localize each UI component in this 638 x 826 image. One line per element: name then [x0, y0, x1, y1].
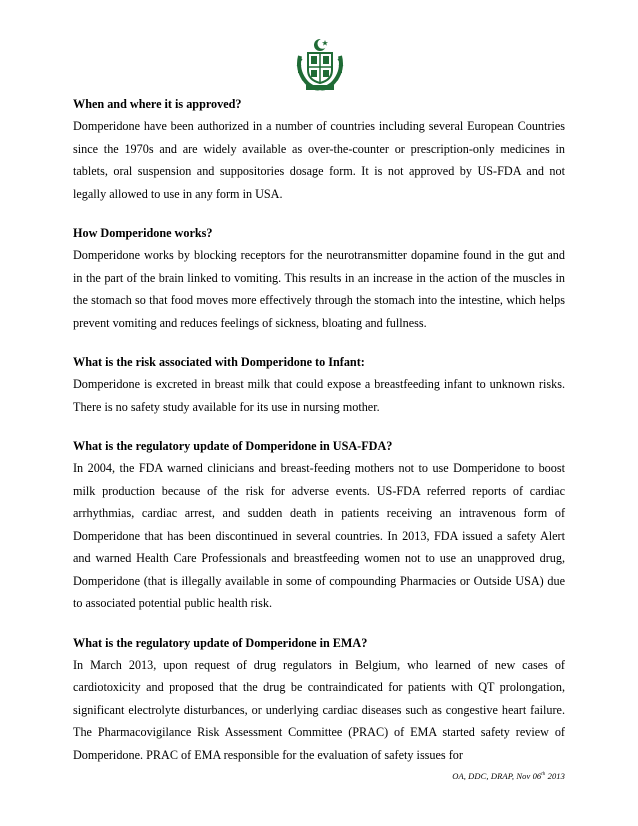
- page-footer: [452, 771, 565, 781]
- section-fda-update: [73, 435, 565, 615]
- section-paragraph: Domperidone is excreted in breast milk that could expose a breastfeeding infant to unknown risks. There is no safety study available for its use in nursing mother.: [73, 377, 565, 414]
- section-heading: What is the regulatory update of Domperidone in USA-FDA?: [73, 439, 393, 453]
- document-body: [73, 93, 565, 783]
- section-paragraph: Domperidone have been authorized in a number of countries including several European Countries since the 1970s and are widely available as over-the-counter or prescription-only medicines in tablets, oral suspension and suppositories dosage form. It is not approved by US-FDA and not legally allowed to use in any form in USA.: [73, 119, 565, 201]
- section-heading: When and where it is approved?: [73, 97, 242, 111]
- footer-text: OA, DDC, DRAP, Nov 06: [452, 771, 542, 781]
- footer-year: 2013: [545, 771, 565, 781]
- section-infant-risk: [73, 351, 565, 418]
- footer-superscript: th: [541, 772, 546, 778]
- section-ema-update: [73, 632, 565, 767]
- section-heading: What is the regulatory update of Domperidone in EMA?: [73, 635, 368, 650]
- section-heading: What is the risk associated with Domperidone to Infant:: [73, 355, 365, 369]
- section-paragraph: In March 2013, upon request of drug regulators in Belgium, who learned of new cases of cardiotoxicity and proposed that the drug be contraindicated for patients with QT prolongation, significant electrolyte disturbances, or underlying cardiac diseases such as congestive heart failure. The Pharmacovigilance Risk Assessment Committee (PRAC) of EMA started safety review of Domperidone. PRAC of EMA responsible for the evaluation of safety issues for: [73, 657, 565, 762]
- section-heading: How Domperidone works?: [73, 226, 213, 240]
- section-approval: [73, 93, 565, 205]
- government-emblem-icon: [294, 36, 346, 92]
- section-paragraph: Domperidone works by blocking receptors for the neurotransmitter dopamine found in the gut and in the part of the brain linked to vomiting. This results in an increase in the action of the muscles in the stomach so that food moves more effectively through the stomach into the intestine, which helps prevent vomiting and reduces feelings of sickness, bloating and fullness.: [73, 248, 565, 330]
- section-paragraph: In 2004, the FDA warned clinicians and breast-feeding mothers not to use Domperidone to boost milk production because of the risk for adverse events. US-FDA referred reports of cardiac arrhythmias, cardiac arrest, and sudden death in patients receiving an intravenous form of Domperidone that has been discontinued in several countries. In 2013, FDA issued a safety Alert and warned Health Care Professionals and breastfeeding women not to use an unapproved drug, Domperidone (that is illegally available in some of compounding Pharmacies or Outside USA) due to associated potential public health risk.: [73, 461, 565, 610]
- section-mechanism: [73, 222, 565, 334]
